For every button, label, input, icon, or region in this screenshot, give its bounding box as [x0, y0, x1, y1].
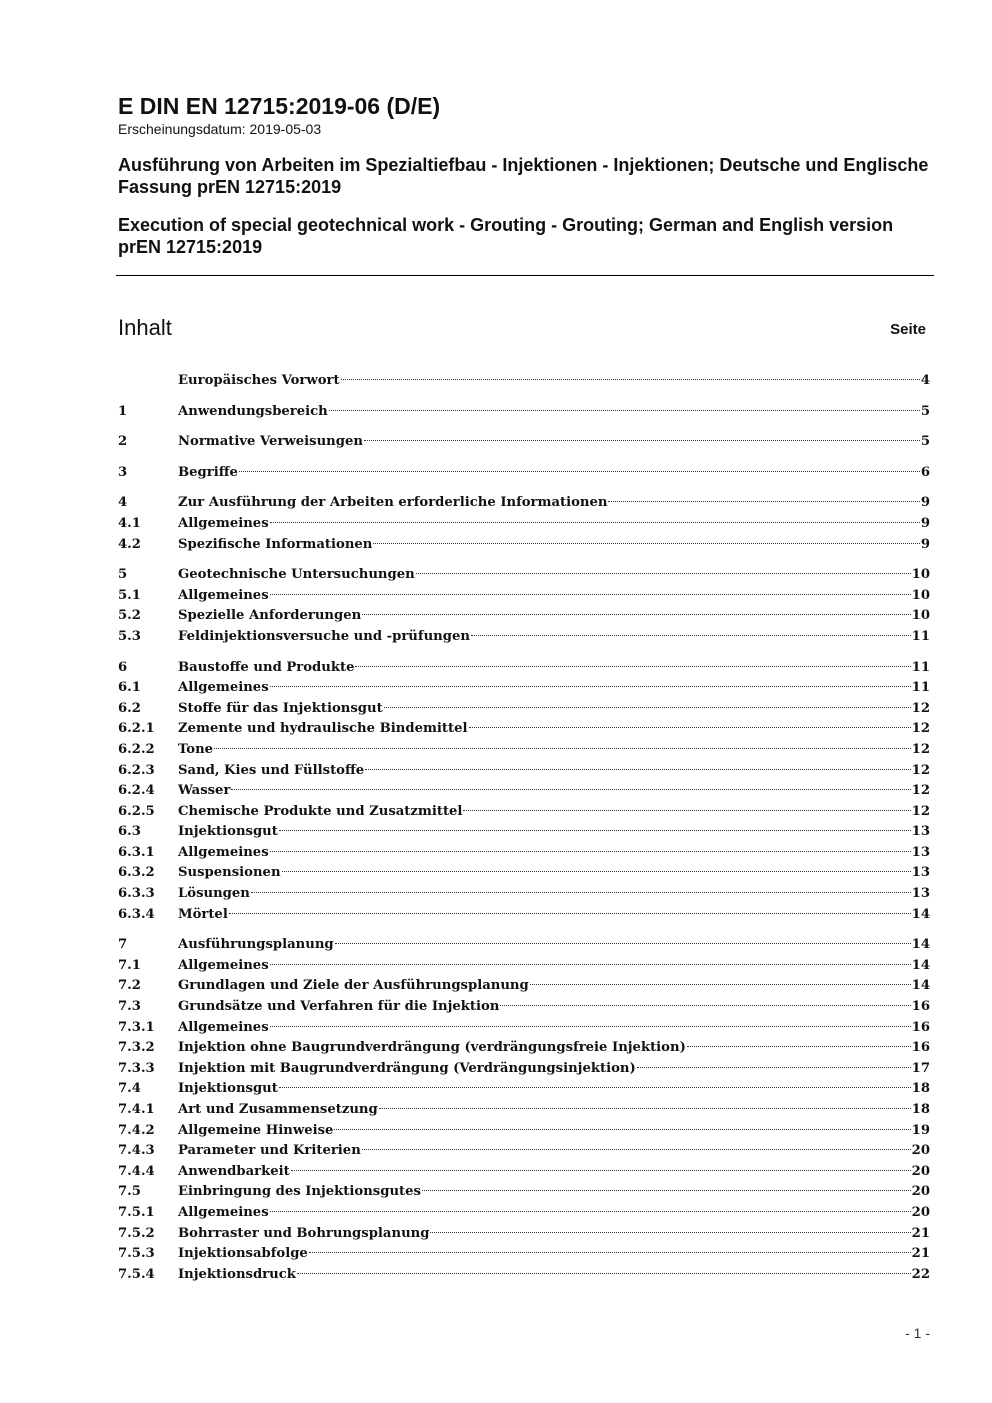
toc-entry-title: Geotechnische Untersuchungen	[178, 567, 415, 583]
toc-entry-page: 12	[911, 721, 930, 737]
toc-entry[interactable]	[118, 1079, 930, 1100]
toc-entry-number: 5.1	[118, 587, 141, 603]
toc-entry-page: 20	[911, 1143, 930, 1159]
toc-entry[interactable]	[118, 535, 930, 556]
toc-entry-number: 7.4.4	[118, 1163, 155, 1179]
toc-dot-leader	[279, 1087, 911, 1088]
toc-entry-page: 6	[920, 464, 930, 480]
toc-entry-number: 7.3.2	[118, 1040, 155, 1056]
toc-entry-page: 16	[911, 999, 930, 1015]
toc-entry-page: 21	[911, 1225, 930, 1241]
toc-entry[interactable]	[118, 740, 930, 761]
toc-dot-leader	[309, 1252, 911, 1253]
toc-entry[interactable]	[118, 1018, 930, 1039]
toc-entry-page: 12	[911, 762, 930, 778]
toc-entry-title: Lösungen	[178, 886, 250, 902]
toc-entry-page: 4	[920, 373, 930, 388]
toc-entry-title: Stoffe für das Injektionsgut	[178, 700, 383, 716]
toc-entry-page: 13	[911, 865, 930, 881]
toc-entry[interactable]	[118, 956, 930, 977]
toc-entry-title: Allgemeines	[178, 1204, 269, 1220]
toc-dot-leader	[362, 1149, 911, 1150]
toc-entry-title: Chemische Produkte und Zusatzmittel	[178, 803, 463, 819]
toc-entry-title: Bohrraster und Bohrungsplanung	[178, 1225, 430, 1241]
toc-entry-number: 6.1	[118, 680, 141, 696]
toc-entry[interactable]	[118, 1182, 930, 1203]
toc-dot-leader	[373, 543, 919, 544]
toc-entry-page: 13	[911, 844, 930, 860]
toc-entry-title: Injektionsdruck	[178, 1266, 296, 1282]
toc-dot-leader	[270, 522, 920, 523]
toc-entry[interactable]	[118, 1265, 930, 1286]
toc-dot-leader	[270, 686, 911, 687]
toc-dot-leader	[500, 1005, 910, 1006]
toc-entry-number: 7.1	[118, 957, 141, 973]
toc-dot-leader	[335, 943, 911, 944]
toc-entry-number: 6.2.3	[118, 762, 155, 778]
toc-entry-number: 6.2	[118, 700, 141, 716]
document-title: E DIN EN 12715:2019-06 (D/E)	[118, 93, 441, 119]
toc-entry-number: 7	[118, 937, 128, 953]
toc-entry[interactable]	[118, 719, 930, 740]
toc-dot-leader	[362, 614, 910, 615]
toc-dot-leader	[416, 573, 911, 574]
toc-entry-page: 14	[911, 978, 930, 994]
toc-entry-page: 19	[911, 1122, 930, 1138]
toc-entry-title: Injektionsgut	[178, 824, 278, 840]
toc-entry-number: 7.5.3	[118, 1246, 155, 1262]
toc-entry-title: Injektionsabfolge	[178, 1246, 308, 1262]
toc-dot-leader	[334, 1129, 910, 1130]
toc-entry-title: Zemente und hydraulische Bindemittel	[178, 721, 468, 737]
toc-entry[interactable]	[118, 565, 930, 586]
toc-entry-page: 11	[911, 628, 930, 644]
toc-entry[interactable]	[118, 1059, 930, 1080]
toc-entry-number: 6.3.1	[118, 844, 155, 860]
toc-entry-page: 9	[920, 515, 930, 531]
toc-entry[interactable]	[118, 1100, 930, 1121]
toc-dot-leader	[214, 748, 911, 749]
toc-dot-leader	[687, 1046, 911, 1047]
toc-entry-page: 10	[911, 567, 930, 583]
toc-entry[interactable]	[118, 1244, 930, 1265]
toc-entry-title: Zur Ausführung der Arbeiten erforderliche Informationen	[178, 495, 608, 511]
toc-entry-title: Suspensionen	[178, 865, 281, 881]
toc-entry-title: Allgemeines	[178, 515, 269, 531]
toc-entry-page: 12	[911, 700, 930, 716]
toc-entry[interactable]	[118, 1141, 930, 1162]
toc-page-column-header: Seite	[890, 321, 926, 338]
toc-entry-number: 7.5.2	[118, 1225, 155, 1241]
toc-entry[interactable]	[118, 1203, 930, 1224]
toc-entry-page: 13	[911, 824, 930, 840]
toc-entry-number: 7.4.2	[118, 1122, 155, 1138]
toc-entry[interactable]	[118, 678, 930, 699]
toc-entry[interactable]	[118, 514, 930, 535]
toc-entry-page: 20	[911, 1184, 930, 1200]
toc-entry-title: Injektionsgut	[178, 1081, 278, 1097]
toc-entry-page: 5	[920, 434, 930, 450]
toc-entry-title: Grundsätze und Verfahren für die Injektion	[178, 999, 500, 1015]
toc-entry-number: 4.2	[118, 536, 141, 552]
toc-entry-page: 10	[911, 587, 930, 603]
toc-entry[interactable]	[118, 843, 930, 864]
toc-entry-number: 6.2.1	[118, 721, 155, 737]
toc-entry-title: Allgemeines	[178, 1019, 269, 1035]
toc-entry-title: Spezifische Informationen	[178, 536, 373, 552]
toc-entry-title: Allgemeines	[178, 957, 269, 973]
toc-entry-number: 6.3.2	[118, 865, 155, 881]
toc-entry-page: 22	[911, 1266, 930, 1282]
toc-entry[interactable]	[118, 761, 930, 782]
publication-date: Erscheinungsdatum: 2019-05-03	[118, 121, 322, 137]
toc-entry-title: Ausführungsplanung	[178, 937, 334, 953]
toc-entry-page: 12	[911, 803, 930, 819]
toc-entry-number: 4.1	[118, 515, 141, 531]
toc-entry-page: 21	[911, 1246, 930, 1262]
toc-entry-page: 20	[911, 1204, 930, 1220]
toc-entry-title: Sand, Kies und Füllstoffe	[178, 762, 365, 778]
toc-entry-title: Allgemeine Hinweise	[178, 1122, 334, 1138]
toc-heading-row	[118, 315, 926, 341]
toc-dot-leader	[297, 1273, 911, 1274]
toc-entry-title: Einbringung des Injektionsgutes	[178, 1184, 421, 1200]
toc-dot-leader	[251, 892, 911, 893]
toc-entry-title: Wasser	[178, 783, 231, 799]
toc-entry-number: 7.3.3	[118, 1060, 155, 1076]
toc-entry-number: 1	[118, 403, 128, 419]
toc-entry-page: 11	[911, 659, 930, 675]
toc-entry-page: 18	[911, 1081, 930, 1097]
toc-entry[interactable]	[118, 863, 930, 884]
toc-entry-page: 13	[911, 886, 930, 902]
toc-entry-title: Anwendbarkeit	[178, 1163, 290, 1179]
toc-entry-number: 7.4	[118, 1081, 141, 1097]
toc-entry-number: 7.4.3	[118, 1143, 155, 1159]
toc-entry[interactable]	[118, 1038, 930, 1059]
toc-entry[interactable]	[118, 997, 930, 1018]
toc-entry[interactable]	[118, 1224, 930, 1245]
toc-entry-number: 5.2	[118, 608, 141, 624]
toc-entry-number: 7.5.1	[118, 1204, 155, 1220]
toc-dot-leader	[430, 1232, 910, 1233]
toc-dot-leader	[279, 830, 911, 831]
toc-entry-title: Europäisches Vorwort	[178, 373, 340, 388]
toc-entry[interactable]	[118, 371, 930, 392]
toc-entry-page: 12	[911, 741, 930, 757]
toc-entry-title: Feldinjektionsversuche und -prüfungen	[178, 628, 470, 644]
toc-entry-title: Art und Zusammensetzung	[178, 1102, 378, 1117]
toc-dot-leader	[270, 1211, 911, 1212]
toc-entry-title: Parameter und Kriterien	[178, 1143, 361, 1159]
toc-dot-leader	[608, 501, 919, 502]
toc-entry-page: 10	[911, 608, 930, 624]
toc-entry-number: 6.3.4	[118, 906, 155, 922]
toc-entry-title: Allgemeines	[178, 680, 269, 696]
toc-entry[interactable]	[118, 781, 930, 802]
toc-dot-leader	[365, 769, 910, 770]
toc-entry-number: 6	[118, 659, 128, 675]
toc-entry-number: 2	[118, 434, 128, 450]
toc-entry-title: Allgemeines	[178, 587, 269, 603]
toc-dot-leader	[229, 913, 911, 914]
toc-entry[interactable]	[118, 905, 930, 926]
toc-dot-leader	[384, 707, 911, 708]
toc-dot-leader	[379, 1108, 911, 1109]
toc-dot-leader	[469, 727, 911, 728]
toc-entry-title: Normative Verweisungen	[178, 434, 363, 450]
toc-entry-page: 11	[911, 680, 930, 696]
toc-entry-page: 5	[920, 403, 930, 419]
toc-dot-leader	[471, 635, 911, 636]
toc-entry-number: 6.2.4	[118, 783, 155, 799]
toc-dot-leader	[270, 594, 911, 595]
toc-entry-number: 7.3	[118, 999, 141, 1015]
toc-entry[interactable]	[118, 802, 930, 823]
title-english: Execution of special geotechnical work - Grouting - Grouting; German and English version prEN 12715:2019	[118, 215, 894, 257]
toc-entry-page: 17	[911, 1060, 930, 1076]
toc-entry[interactable]	[118, 935, 930, 956]
toc-entry[interactable]	[118, 586, 930, 607]
toc-entry-number: 6.2.5	[118, 803, 155, 819]
toc-entry-page: 16	[911, 1019, 930, 1035]
toc-entry-page: 18	[911, 1102, 930, 1117]
toc-entry-page: 9	[920, 495, 930, 511]
toc-entry-title: Spezielle Anforderungen	[178, 608, 362, 624]
toc-dot-leader	[463, 810, 910, 811]
toc-entry-number: 6.3.3	[118, 886, 155, 902]
toc-dot-leader	[291, 1170, 911, 1171]
toc-entry[interactable]	[118, 463, 930, 484]
toc-entry-title: Tone	[178, 741, 214, 757]
toc-entry[interactable]	[118, 1162, 930, 1183]
toc-dot-leader	[530, 984, 911, 985]
toc-dot-leader	[239, 471, 920, 472]
toc-entry[interactable]	[118, 402, 930, 423]
toc-dot-leader	[422, 1190, 911, 1191]
toc-entry-page: 14	[911, 906, 930, 922]
toc-entry[interactable]	[118, 658, 930, 679]
document-header	[118, 92, 934, 258]
toc-dot-leader	[231, 789, 910, 790]
toc-entry[interactable]	[118, 627, 930, 648]
toc-entry[interactable]	[118, 884, 930, 905]
toc-dot-leader	[282, 871, 911, 872]
toc-dot-leader	[270, 964, 911, 965]
toc-dot-leader	[270, 851, 911, 852]
toc-entry-page: 14	[911, 957, 930, 973]
toc-entry-page: 16	[911, 1040, 930, 1056]
toc-entry-number: 7.2	[118, 978, 141, 994]
title-german: Ausführung von Arbeiten im Spezialtiefbau - Injektionen - Injektionen; Deutsche und Englische Fassung prEN 12715:2019	[118, 155, 929, 197]
toc-dot-leader	[329, 410, 920, 411]
table-of-contents	[118, 371, 930, 1285]
toc-entry-page: 9	[920, 536, 930, 552]
toc-title: Inhalt	[118, 315, 172, 340]
toc-entry-page: 12	[911, 783, 930, 799]
toc-dot-leader	[637, 1067, 911, 1068]
toc-entry-number: 5.3	[118, 628, 141, 644]
toc-entry-page: 14	[911, 937, 930, 953]
header-divider	[116, 275, 934, 276]
toc-entry-number: 7.5.4	[118, 1266, 155, 1282]
toc-dot-leader	[341, 379, 920, 380]
toc-entry-number: 7.4.1	[118, 1102, 155, 1117]
toc-entry-title: Allgemeines	[178, 844, 269, 860]
toc-entry[interactable]	[118, 432, 930, 453]
toc-entry-title: Begriffe	[178, 464, 238, 480]
toc-entry-number: 5	[118, 567, 128, 583]
toc-entry-number: 7.5	[118, 1184, 141, 1200]
toc-entry[interactable]	[118, 1121, 930, 1142]
toc-entry-title: Baustoffe und Produkte	[178, 659, 355, 675]
toc-dot-leader	[364, 440, 920, 441]
toc-entry-number: 6.3	[118, 824, 141, 840]
toc-entry-title: Injektion ohne Baugrundverdrängung (verdrängungsfreie Injektion)	[178, 1040, 686, 1056]
footer-page-number: - 1 -	[905, 1325, 930, 1341]
toc-entry[interactable]	[118, 976, 930, 997]
toc-entry-number: 7.3.1	[118, 1019, 155, 1035]
toc-entry-title: Mörtel	[178, 906, 228, 922]
toc-entry-number: 4	[118, 495, 128, 511]
toc-dot-leader	[270, 1026, 911, 1027]
toc-dot-leader	[355, 666, 910, 667]
toc-entry[interactable]	[118, 606, 930, 627]
toc-entry-number: 6.2.2	[118, 741, 155, 757]
toc-entry-number: 3	[118, 464, 128, 480]
toc-entry[interactable]	[118, 822, 930, 843]
toc-entry-title: Injektion mit Baugrundverdrängung (Verdrängungsinjektion)	[178, 1060, 636, 1076]
toc-entry-title: Anwendungsbereich	[178, 403, 328, 419]
toc-entry-page: 20	[911, 1163, 930, 1179]
toc-entry[interactable]	[118, 493, 930, 514]
toc-entry[interactable]	[118, 699, 930, 720]
toc-entry-title: Grundlagen und Ziele der Ausführungsplanung	[178, 978, 529, 994]
